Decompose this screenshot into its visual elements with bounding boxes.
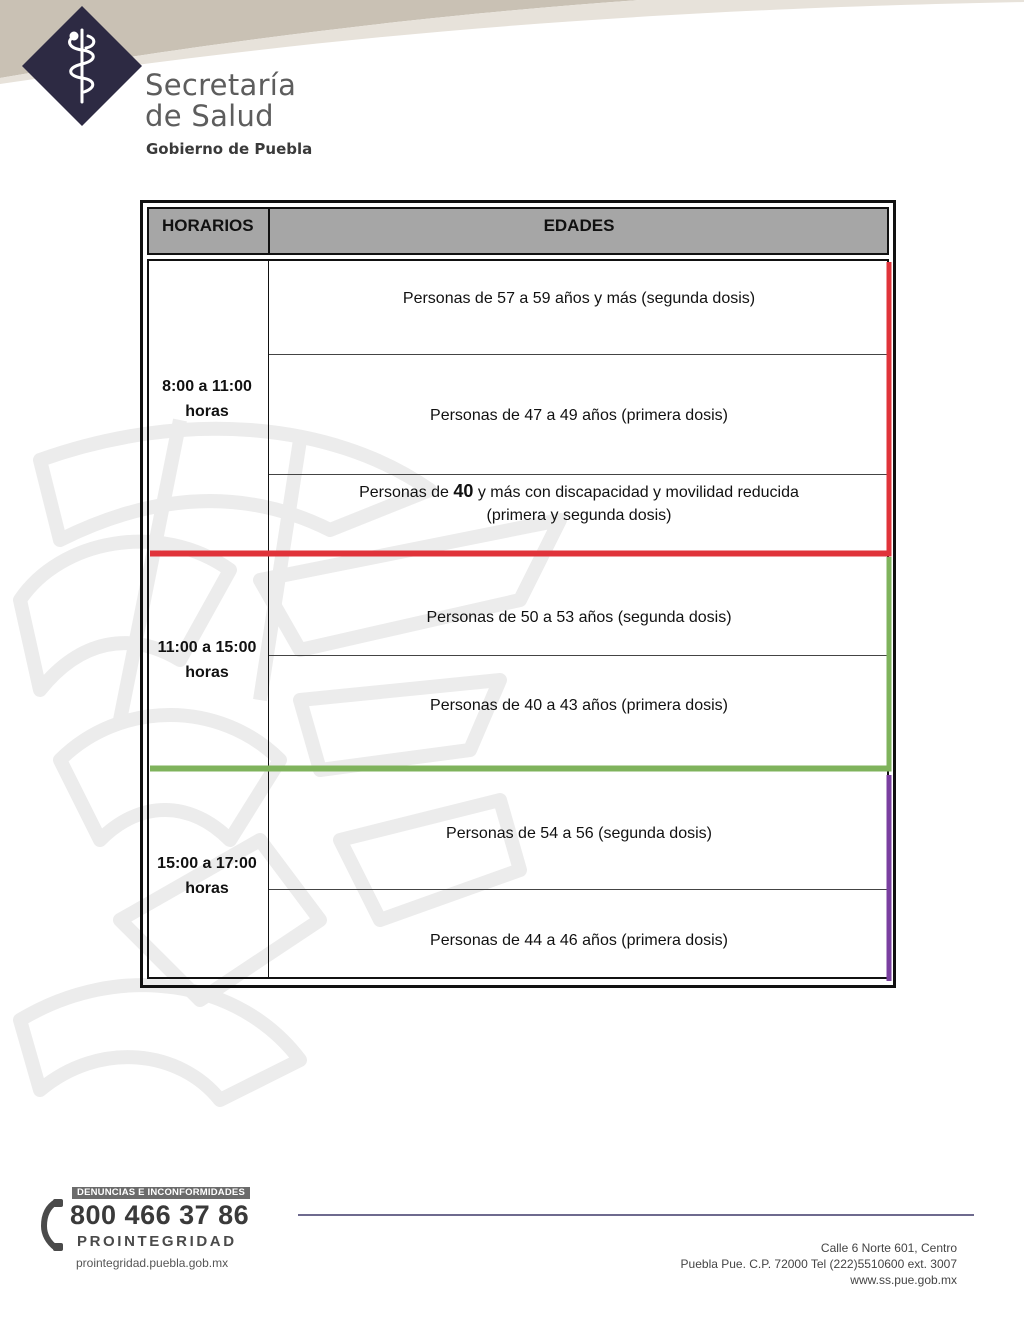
age-group-cell (272, 480, 886, 527)
complaints-badge: DENUNCIAS E INCONFORMIDADES (72, 1187, 250, 1199)
cell-text-part: Personas de (359, 484, 454, 501)
age-group-cell: Personas de 50 a 53 años (segunda dosis) (426, 609, 732, 626)
phone-icon (40, 1198, 72, 1252)
time-slot-3 (150, 851, 264, 901)
age-group-cell: Personas de 47 a 49 años (primera dosis) (430, 407, 728, 424)
bracket-group-3 (888, 775, 890, 981)
age-group-cell: Personas de 57 a 59 años y más (segunda dosis) (402, 290, 756, 307)
age-group-cell: Personas de 40 a 43 años (primera dosis) (430, 697, 728, 714)
address-line-1: Calle 6 Norte 601, Centro (820, 1241, 957, 1255)
time-slot-1-range: 8:00 a 11:00 (162, 378, 252, 395)
time-slot-2-unit: horas (185, 664, 229, 681)
caduceus-icon (22, 6, 142, 126)
age-group-cell-line2: (primera y segunda dosis) (486, 507, 672, 524)
cell-text-emphasis: 40 (453, 481, 474, 501)
website-link[interactable]: www.ss.pue.gob.mx (850, 1273, 957, 1287)
time-slot-3-range: 15:00 a 17:00 (157, 855, 257, 872)
prointegridad-brand: PROINTEGRIDAD (77, 1233, 237, 1250)
header-horarios: HORARIOS (162, 216, 254, 235)
time-slot-1 (150, 374, 264, 424)
age-group-cell: Personas de 54 a 56 (segunda dosis) (446, 825, 712, 842)
cell-text-part: y más con discapacidad y movilidad reducida (473, 484, 799, 501)
brand-title-line2: de Salud (145, 99, 274, 133)
hotline-number: 800 466 37 86 (70, 1200, 250, 1230)
header-edades: EDADES (543, 216, 615, 235)
footer-divider (298, 1214, 974, 1216)
time-slot-1-unit: horas (185, 403, 229, 420)
age-group-cell: Personas de 44 a 46 años (primera dosis) (430, 932, 728, 949)
time-slot-2-range: 11:00 a 15:00 (157, 639, 257, 656)
brand-subtitle: Gobierno de Puebla (146, 140, 313, 158)
brand-title-line1: Secretaría (145, 68, 297, 102)
prointegridad-url[interactable]: prointegridad.puebla.gob.mx (76, 1256, 229, 1270)
age-group-cell-line1 (272, 480, 886, 504)
time-slot-3-unit: horas (185, 880, 229, 897)
address-line-2: Puebla Pue. C.P. 72000 Tel (222)5510600 ext. 3007 (680, 1257, 957, 1271)
time-slot-2 (150, 635, 264, 685)
